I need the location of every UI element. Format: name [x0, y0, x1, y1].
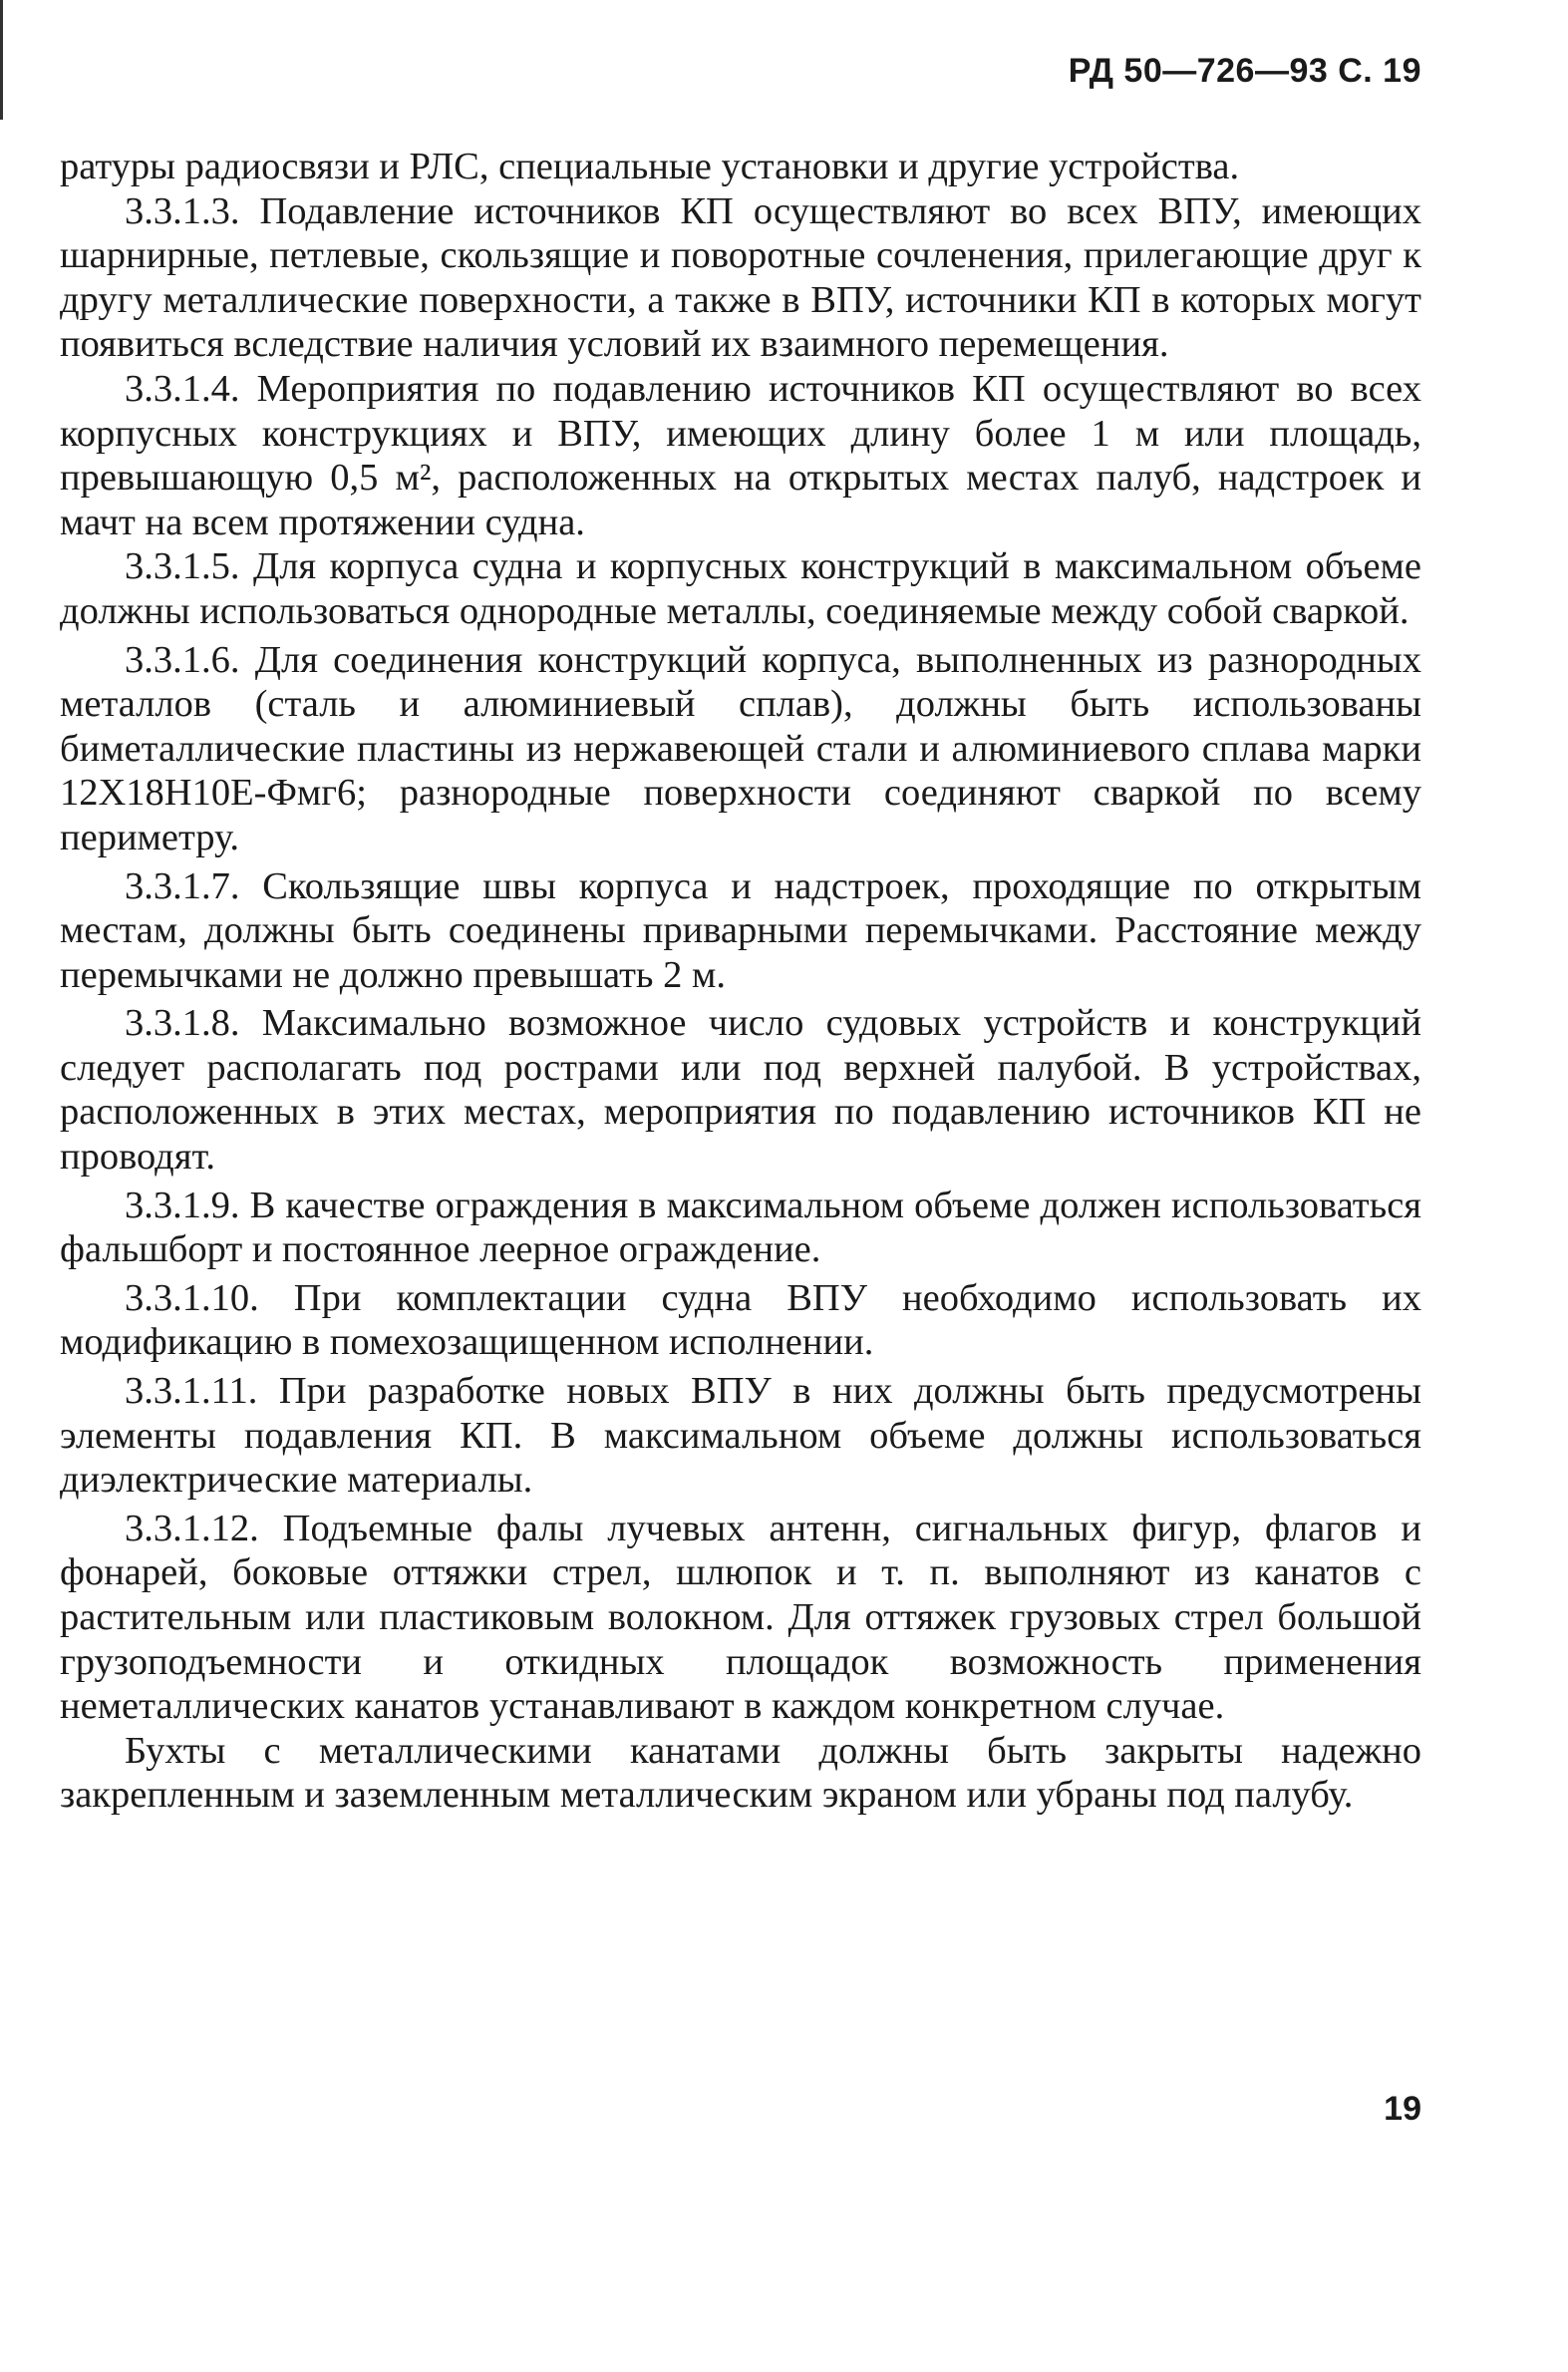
- paragraph-3-3-1-6: 3.3.1.6. Для соединения конструкций корпуса, выполненных из разнородных металлов (сталь и алюминиевый сплав), должны быть использованы биметаллические пластины из нержавеющей стали и алюминиевого сплава марки 12Х18Н10Е-Фмг6; разнородные поверхности соединяют сваркой по всему периметру.: [60, 638, 1421, 858]
- running-header: РД 50—726—93 С. 19: [1068, 52, 1421, 90]
- paragraph-3-3-1-4: 3.3.1.4. Мероприятия по подавлению источников КП осуществляют во всех корпусных конструкциях и ВПУ, имеющих длину более 1 м или площадь, превышающую 0,5 м², расположенных на открытых местах палуб, надстроек и мачт на всем протяжении судна.: [60, 367, 1421, 543]
- paragraph-3-3-1-8: 3.3.1.8. Максимально возможное число судовых устройств и конструкций следует располагать под рострами или под верхней палубой. В устройствах, расположенных в этих местах, мероприятия по подавлению источников КП не проводят.: [60, 1002, 1421, 1179]
- paragraph-3-3-1-9: 3.3.1.9. В качестве ограждения в максимальном объеме должен использоваться фальшборт и постоянное леерное ограждение.: [60, 1184, 1421, 1271]
- paragraph-3-3-1-7: 3.3.1.7. Скользящие швы корпуса и надстроек, проходящие по открытым местам, должны быть соединены приварными перемычками. Расстояние между перемычками не должно превышать 2 м.: [60, 864, 1421, 996]
- page-number: 19: [1384, 2090, 1421, 2128]
- paragraph-3-3-1-12-continued: Бухты с металлическими канатами должны быть закрыты надежно закрепленным и заземленным металлическим экраном или убраны под палубу.: [60, 1729, 1421, 1817]
- paragraph-3-3-1-3: 3.3.1.3. Подавление источников КП осуществляют во всех ВПУ, имеющих шарнирные, петлевые, скользящие и поворотные сочленения, прилегающие друг к другу металлические поверхности, а также в ВПУ, источники КП в которых могут появиться вследствие наличия условий их взаимного перемещения.: [60, 189, 1421, 366]
- scan-edge-mark: [0, 0, 3, 120]
- paragraph-continuation: ратуры радиосвязи и РЛС, специальные установки и другие устройства.: [60, 146, 1240, 187]
- paragraph-3-3-1-12: 3.3.1.12. Подъемные фалы лучевых антенн, сигнальных фигур, флагов и фонарей, боковые оттяжки стрел, шлюпок и т. п. выполняют из канатов с растительным или пластиковым волокном. Для оттяжек грузовых стрел большой грузоподъемности и откидных площадок возможность применения неметаллических канатов устанавливают в каждом конкретном случае.: [60, 1507, 1421, 1728]
- paragraph-3-3-1-5: 3.3.1.5. Для корпуса судна и корпусных конструкций в максимальном объеме должны использоваться однородные металлы, соединяемые между собой сваркой.: [60, 545, 1421, 632]
- paragraph-3-3-1-10: 3.3.1.10. При комплектации судна ВПУ необходимо использовать их модификацию в помехозащищенном исполнении.: [60, 1276, 1421, 1364]
- body-text: [60, 145, 1421, 1818]
- paragraph-3-3-1-11: 3.3.1.11. При разработке новых ВПУ в них должны быть предусмотрены элементы подавления КП. В максимальном объеме должны использоваться диэлектрические материалы.: [60, 1370, 1421, 1502]
